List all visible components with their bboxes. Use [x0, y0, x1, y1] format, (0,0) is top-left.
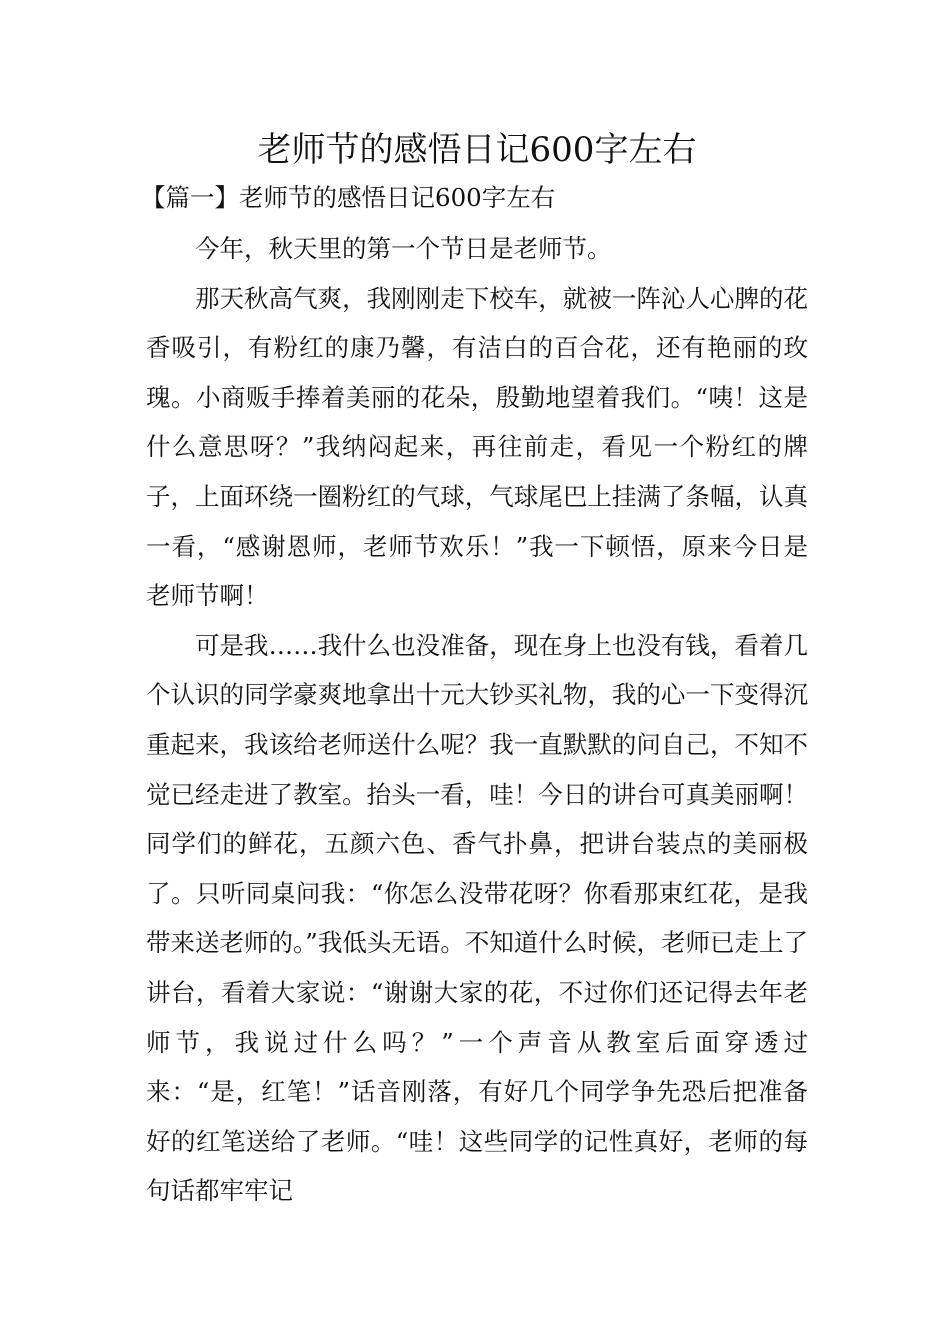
section-heading: 【篇一】老师节的感悟日记600字左右	[141, 183, 556, 212]
paragraph-1: 今年，秋天里的第一个节日是老师节。	[195, 234, 612, 263]
paragraph-3: 可是我……我什么也没准备，现在身上也没有钱，看着几个认识的同学豪爽地拿出十元大钞买礼物，我的心一下变得沉重起来，我该给老师送什么呢？我一直默默的问自己，不知不觉已经走进了教室。抬头一看，哇！今日的讲台可真美丽啊！同学们的鲜花，五颜六色、香气扑鼻，把讲台装点的美丽极了。只听同桌问我：“你怎么没带花呀？你看那束红花，是我带来送老师的。”我低头无语。不知道什么时候，老师已走上了讲台，看着大家说：“谢谢大家的花，不过你们还记得去年老师节，我说过什么吗？”一个声音从教室后面穿透过来：“是，红笔！”话音刚落，有好几个同学争先恐后把准备好的红笔送给了老师。“哇！这些同学的记性真好，老师的每句话都牢牢记	[146, 630, 808, 1206]
document-body	[141, 124, 808, 1216]
document-title: 老师节的感悟日记600字左右	[257, 130, 697, 170]
paragraph-2: 那天秋高气爽，我刚刚走下校车，就被一阵沁人心脾的花香吸引，有粉红的康乃馨，有洁白的百合花，还有艳丽的玫瑰。小商贩手捧着美丽的花朵，殷勤地望着我们。“咦！这是什么意思呀？”我纳闷起来，再往前走，看见一个粉红的牌子，上面环绕一圈粉红的气球，气球尾巴上挂满了条幅，认真一看，“感谢恩师，老师节欢乐！”我一下顿悟，原来今日是老师节啊！	[146, 283, 808, 611]
